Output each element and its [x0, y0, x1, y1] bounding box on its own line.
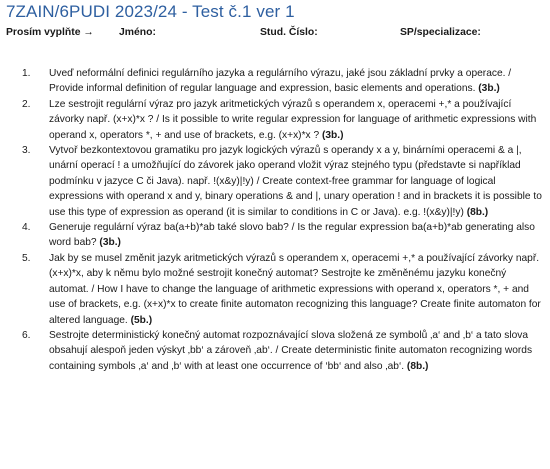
question-text: Jak by se musel změnit jazyk aritmetických výrazů s operandem x, operacemi +,* a používající závorky např. (x+x)*x, aby k němu bylo možné sestrojit konečný automat? Sestrojte ke změněnému jazyku konečný automat. / How I have to change the language of arithmetic expressions with operand x, operators *, + and use of brackets, e.g. (x+x)*x to create finite automaton recognizing this language? Create finite automaton for altered language.	[49, 252, 541, 326]
question-item	[22, 251, 546, 328]
question-points: (3b.)	[321, 129, 344, 141]
question-text: Lze sestrojit regulární výraz pro jazyk aritmetických výrazů s operandem x, operacemi +,* a používající závorky např. (x+x)*x ? / Is it possible to write regular expression for language of arithmetic expressions with operand x, operators *, + and use of brackets, e.g. (x+x)*x ?	[49, 98, 537, 141]
question-points: (3b.)	[478, 83, 500, 95]
question-points: (8b.)	[466, 206, 489, 218]
question-text: Uveď neformální definici regulárního jazyka a regulárního výrazu, jaké jsou základní prvky a operace. / Provide informal definition of regular language and expression, basic elements and operations.	[49, 68, 512, 95]
question-text: Vytvoř bezkontextovou gramatiku pro jazyk logických výrazů s operandy x a y, binárními operacemi & a |, unární operací ! a umožňující do závorek jako operand vložit výraz stejného typu (představte si například podmínku v jazyce C či Java). např. !(x&y)|!y) / Create context-free grammar for language of logical expressions with operand x and y, binary operations & and |, unary operation ! and in brackets it is possible to use this type of expression as operand (it is similar to conditions in C or Java). e.g. !(x&y)|!y)	[49, 145, 542, 218]
fill-in-prompt: Prosím vyplňte →	[6, 27, 94, 38]
document-title: 7ZAIN/6PUDI 2023/24 - Test č.1 ver 1	[6, 2, 295, 21]
student-info-row	[6, 27, 546, 41]
question-points: (5b.)	[130, 314, 153, 326]
question-item	[22, 143, 546, 220]
question-number: 1.	[22, 68, 31, 79]
question-number: 3.	[22, 145, 31, 157]
question-item	[22, 97, 546, 143]
question-text: Sestrojte deterministický konečný automat rozpoznávající slova složená ze symbolů ‚a‘ and ‚b‘ a tato slova obsahují alespoň jeden výskyt ‚bb‘ a zároveň ‚ab‘. / Create deterministic finite automaton recognizing words containing symbols ‚a‘ and ‚b‘ with at least one occurrence of ‘bb‘ and also ‚ab‘.	[49, 329, 533, 372]
question-points: (8b.)	[406, 360, 429, 372]
name-label: Jméno:	[119, 27, 156, 38]
question-number: 5.	[22, 252, 31, 264]
specialization-label: SP/specializace:	[400, 27, 481, 38]
question-number: 4.	[22, 222, 31, 234]
question-item	[22, 328, 546, 374]
question-item	[22, 66, 546, 97]
question-list	[22, 66, 546, 374]
question-points: (3b.)	[99, 237, 121, 249]
student-number-label: Stud. Číslo:	[260, 27, 318, 38]
question-number: 2.	[22, 98, 31, 110]
question-text: Generuje regulární výraz ba(a+b)*ab také slovo bab? / Is the regular expression ba(a+b)*ab generating also word bab?	[49, 222, 535, 249]
question-item	[22, 220, 546, 251]
question-number: 6.	[22, 329, 31, 341]
